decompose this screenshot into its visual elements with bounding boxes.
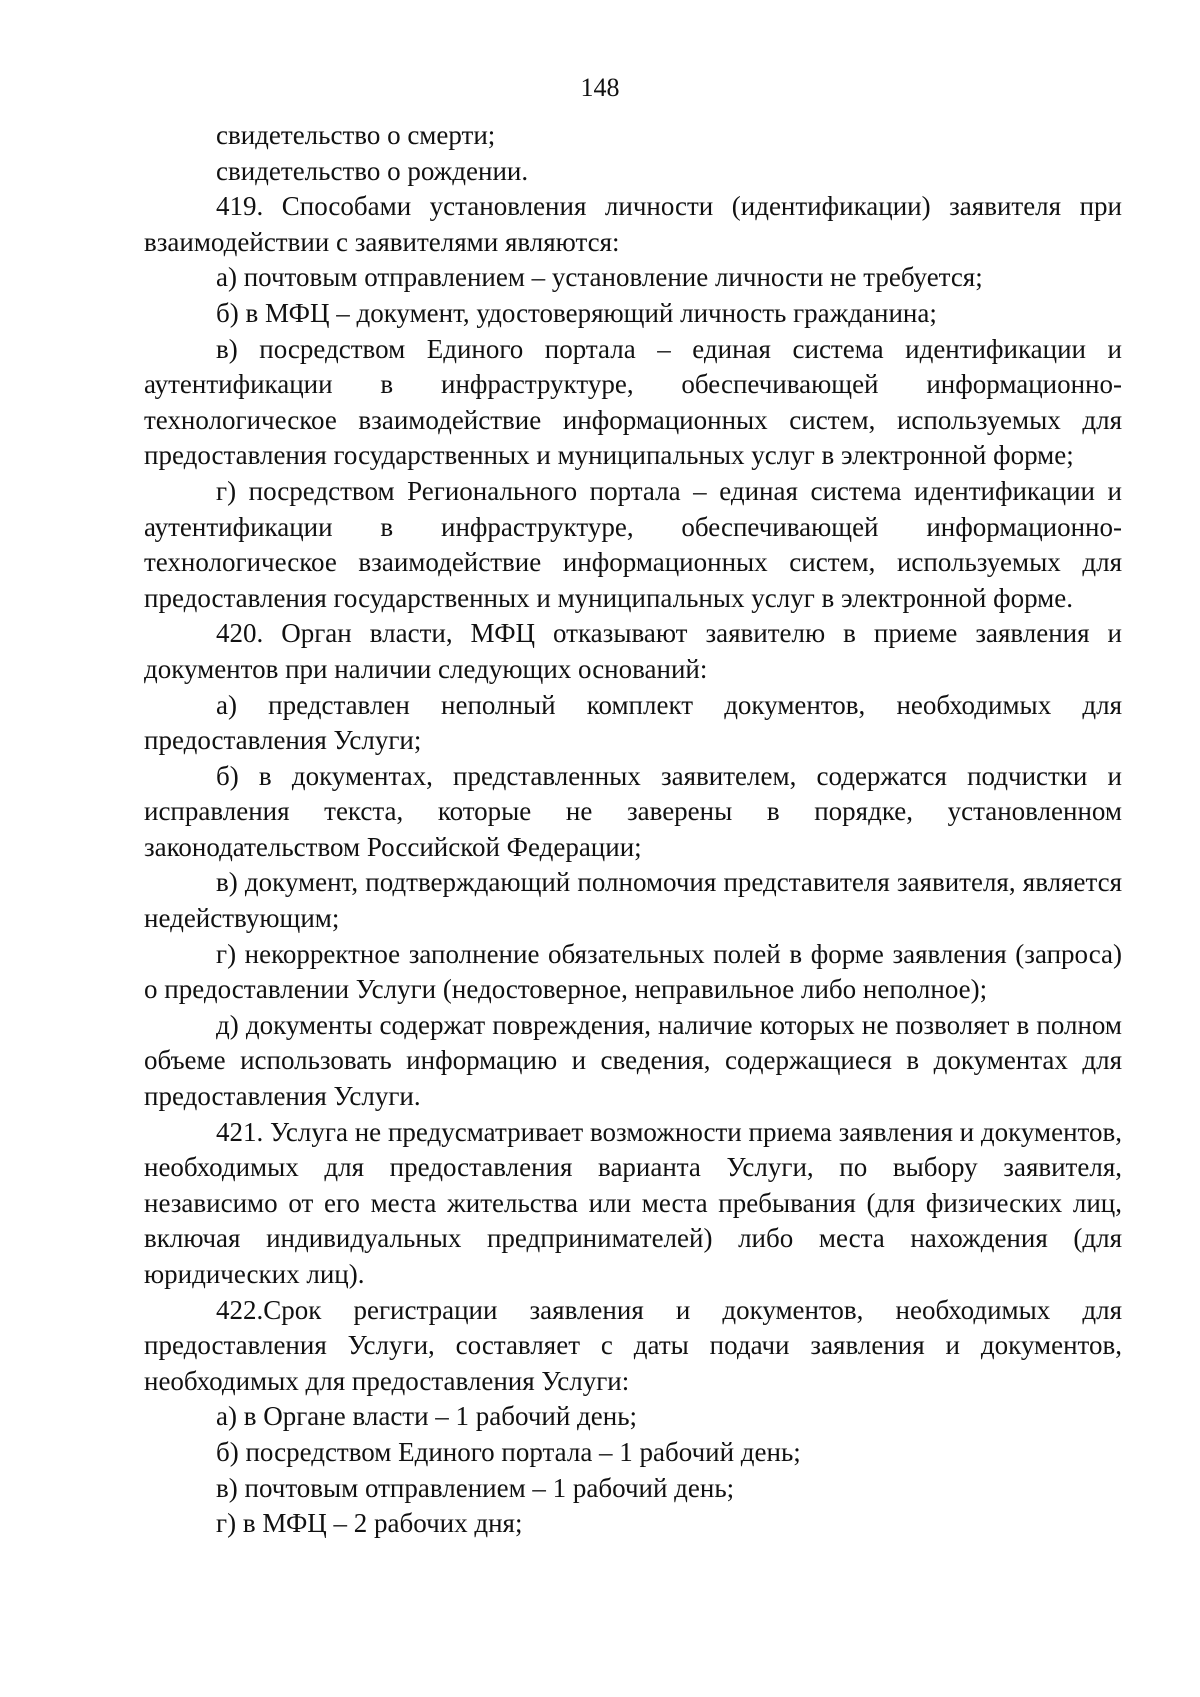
- paragraph: в) почтовым отправлением – 1 рабочий день;: [216, 1472, 735, 1503]
- paragraph: б) в МФЦ – документ, удостоверяющий личность гражданина;: [216, 297, 937, 328]
- paragraph: г) некорректное заполнение обязательных полей в форме заявления (запроса) о предоставлении Услуги (недостоверное, неправильное либо неполное);: [144, 938, 1122, 1005]
- paragraph: 420. Орган власти, МФЦ отказывают заявителю в приеме заявления и документов при наличии следующих оснований:: [144, 618, 1122, 684]
- paragraph: г) посредством Регионального портала – единая система идентификации и аутентификации в инфраструктуре, обеспечивающей информационно-технологическое взаимодействие информационных систем, используемых для предоставления государственных и муниципальных услуг в электронной форме.: [144, 475, 1122, 613]
- paragraph: б) посредством Единого портала – 1 рабочий день;: [216, 1436, 801, 1467]
- paragraph: б) в документах, представленных заявителем, содержатся подчистки и исправления текста, которые не заверены в порядке, установленном законодательством Российской Федерации;: [144, 760, 1122, 862]
- paragraph: 422.Срок регистрации заявления и документов, необходимых для предоставления Услуги, составляет с даты подачи заявления и документов, необходимых для предоставления Услуги:: [144, 1294, 1122, 1396]
- paragraph: а) представлен неполный комплект документов, необходимых для предоставления Услуги;: [144, 689, 1122, 756]
- paragraph: свидетельство о рождении.: [216, 155, 529, 186]
- document-body: [144, 118, 1122, 1542]
- paragraph: 419. Способами установления личности (идентификации) заявителя при взаимодействии с заявителями являются:: [144, 191, 1122, 257]
- paragraph: 421. Услуга не предусматривает возможности приема заявления и документов, необходимых для предоставления варианта Услуги, по выбору заявителя, независимо от его места жительства или места пребывания (для физических лиц, включая индивидуальных предпринимателей) либо места нахождения (для юридических лиц).: [144, 1116, 1122, 1289]
- paragraph: д) документы содержат повреждения, наличие которых не позволяет в полном объеме использовать информацию и сведения, содержащиеся в документах для предоставления Услуги.: [144, 1009, 1122, 1112]
- paragraph: свидетельство о смерти;: [216, 120, 496, 150]
- paragraph: г) в МФЦ – 2 рабочих дня;: [216, 1508, 523, 1539]
- paragraph: в) посредством Единого портала – единая система идентификации и аутентификации в инфраструктуре, обеспечивающей информационно-технологическое взаимодействие информационных систем, используемых для предоставления государственных и муниципальных услуг в электронной форме;: [144, 333, 1122, 471]
- paragraph: а) в Органе власти – 1 рабочий день;: [216, 1401, 638, 1432]
- paragraph: а) почтовым отправлением – установление личности не требуется;: [216, 262, 983, 293]
- page-number: 148: [580, 73, 620, 102]
- paragraph: в) документ, подтверждающий полномочия представителя заявителя, является недействующим;: [144, 867, 1122, 934]
